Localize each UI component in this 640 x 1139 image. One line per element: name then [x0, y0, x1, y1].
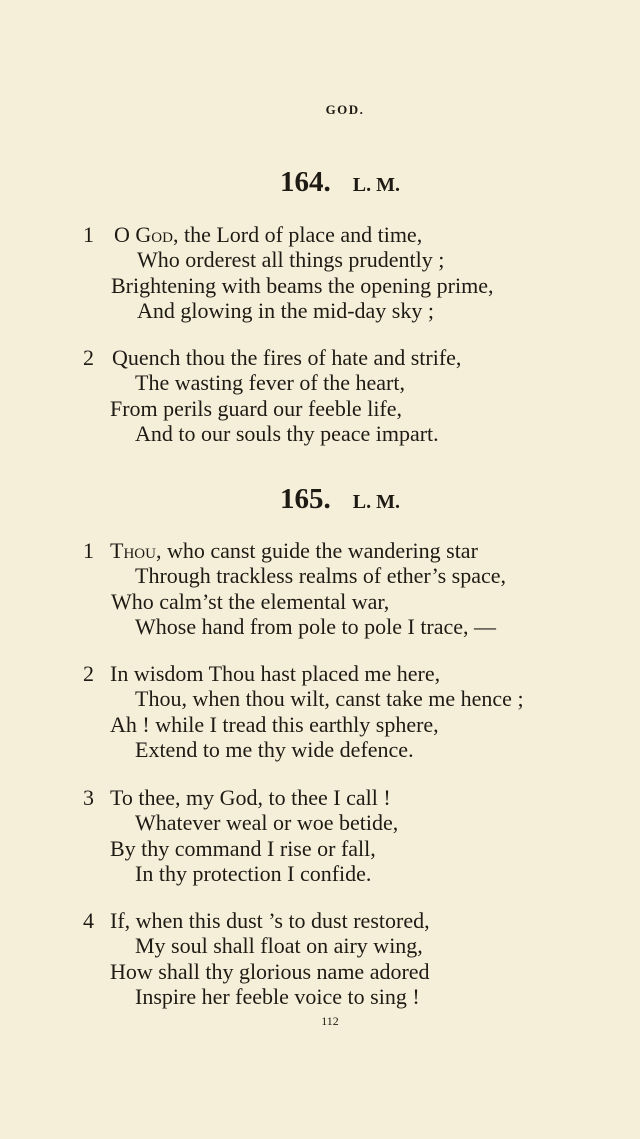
- stanza-number: 3: [83, 785, 94, 810]
- verse-line: And to our souls thy peace impart.: [135, 421, 439, 446]
- verse-line-text: , who canst guide the wandering star: [155, 538, 478, 563]
- verse-line: [110, 538, 478, 563]
- stanza-number: 4: [83, 908, 94, 933]
- hymn-heading: [0, 483, 640, 516]
- verse-line: Who orderest all things prudently ;: [137, 247, 445, 272]
- verse-line: The wasting fever of the heart,: [135, 370, 405, 395]
- hymn-heading: [0, 166, 640, 199]
- verse-line: In wisdom Thou hast placed me here,: [110, 661, 441, 686]
- verse-line: Whatever weal or woe betide,: [135, 810, 399, 835]
- verse-line: Extend to me thy wide defence.: [135, 737, 414, 762]
- verse-line: Through trackless realms of ether’s space,: [135, 563, 507, 588]
- running-head: GOD.: [325, 102, 365, 117]
- hymn-meter: L. M.: [352, 491, 400, 513]
- stanza-number: 2: [83, 661, 94, 686]
- hymn-number: 165.: [280, 483, 331, 515]
- verse-line: My soul shall float on airy wing,: [135, 933, 423, 958]
- verse-line: By thy command I rise or fall,: [110, 836, 376, 861]
- verse-line: If, when this dust ’s to dust restored,: [110, 908, 430, 933]
- verse-line: Who calm’st the elemental war,: [111, 589, 390, 614]
- stanza-number: 1: [83, 222, 94, 247]
- verse-line: How shall thy glorious name adored: [110, 959, 430, 984]
- verse-line: Inspire her feeble voice to sing !: [135, 984, 420, 1009]
- verse-line: Thou, when thou wilt, canst take me hence ;: [135, 686, 524, 711]
- stanza-number: 2: [83, 345, 94, 370]
- verse-line: In thy protection I confide.: [135, 861, 372, 886]
- lead-small-caps: Thou: [110, 538, 156, 563]
- lead-small-caps: O God: [114, 222, 173, 247]
- stanza-number: 1: [83, 538, 94, 563]
- verse-line: Quench thou the fires of hate and strife,: [112, 345, 462, 370]
- verse-line: [114, 222, 422, 247]
- verse-line: Brightening with beams the opening prime,: [111, 273, 494, 298]
- verse-line: Ah ! while I tread this earthly sphere,: [110, 712, 439, 737]
- hymn-number: 164.: [280, 166, 331, 198]
- hymn-meter: L. M.: [352, 174, 400, 196]
- page-number: 112: [321, 1014, 339, 1028]
- verse-line: And glowing in the mid-day sky ;: [137, 298, 434, 323]
- verse-line-text: , the Lord of place and time,: [172, 222, 423, 247]
- verse-line: From perils guard our feeble life,: [110, 396, 403, 421]
- verse-line: To thee, my God, to thee I call !: [110, 785, 391, 810]
- verse-line: Whose hand from pole to pole I trace, —: [135, 614, 497, 639]
